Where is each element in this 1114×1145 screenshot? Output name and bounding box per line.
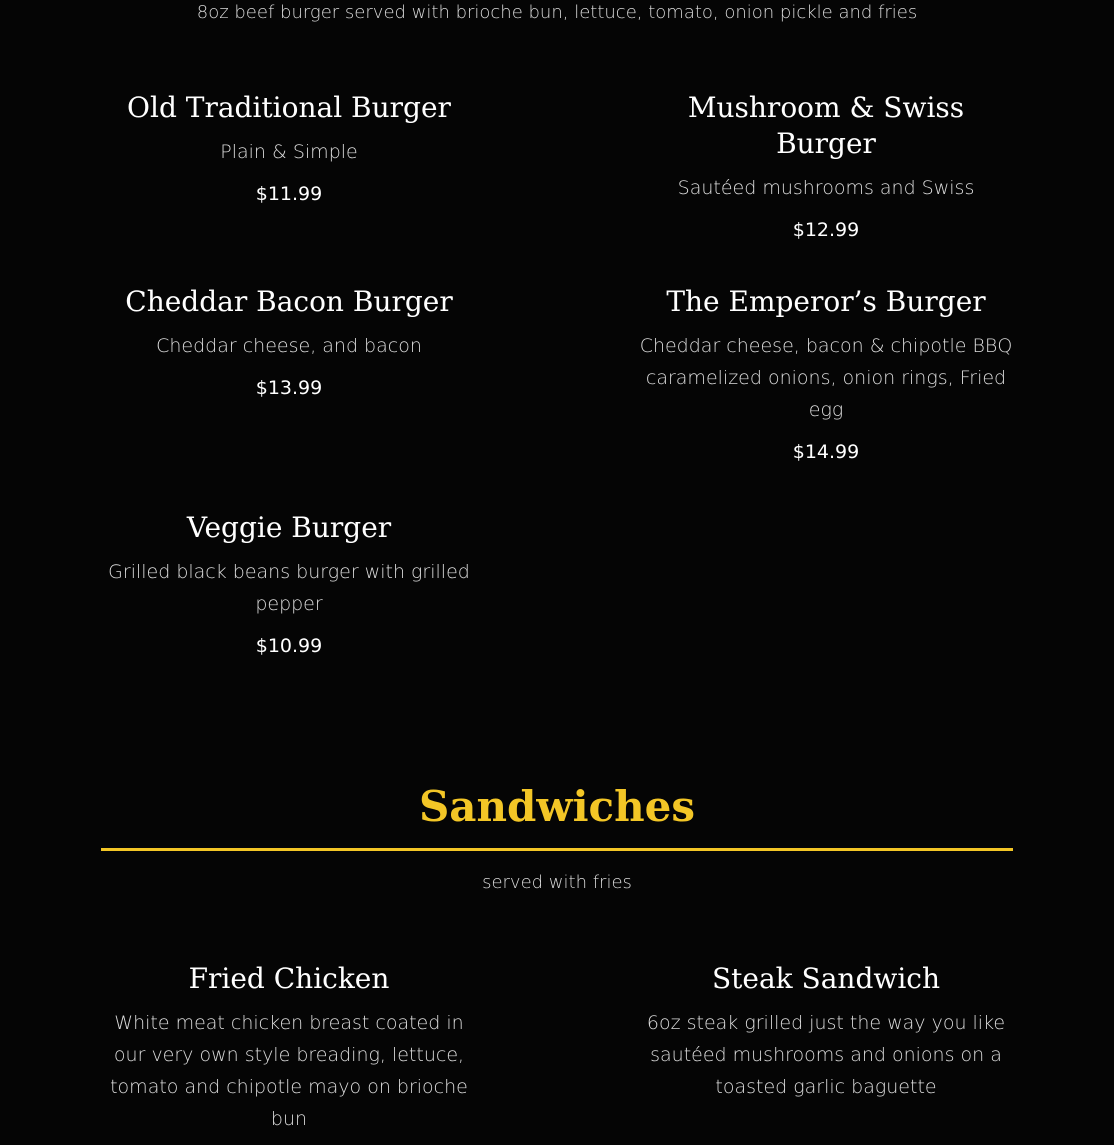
menu-item-emperors-burger xyxy=(636,284,1016,468)
menu-item-price: $13.99 xyxy=(255,377,323,399)
menu-item-description: White meat chicken breast coated in our very own style breading, lettuce, tomato and chipotle mayo on brioche bun xyxy=(110,1012,468,1130)
menu-item-veggie-burger xyxy=(99,510,479,662)
menu-item-steak-sandwich xyxy=(636,961,1016,1113)
menu-item-description: Cheddar cheese, and bacon xyxy=(156,335,422,357)
menu-item-name: Fried Chicken xyxy=(188,962,390,995)
menu-item-mushroom-swiss-burger xyxy=(636,90,1016,246)
menu-item-name: Old Traditional Burger xyxy=(127,91,451,124)
menu-item-price: $12.99 xyxy=(792,219,860,241)
menu-item-price: $14.99 xyxy=(792,441,860,463)
menu-item-name: Steak Sandwich xyxy=(711,962,941,995)
menu-item-fried-chicken xyxy=(99,961,479,1145)
menu-item-description: Grilled black beans burger with grilled pepper xyxy=(108,561,470,615)
section-divider xyxy=(101,848,1013,851)
menu-item-price: $11.99 xyxy=(255,183,323,205)
menu-item-description: Plain & Simple xyxy=(220,141,358,163)
menu-item-name: Veggie Burger xyxy=(186,511,392,544)
menu-item-description: Sautéed mushrooms and Swiss xyxy=(677,177,975,199)
menu-item-old-traditional-burger xyxy=(99,90,479,210)
menu-item-price: $10.99 xyxy=(255,635,323,657)
menu-item-description: Cheddar cheese, bacon & chipotle BBQ caramelized onions, onion rings, Fried egg xyxy=(639,335,1013,421)
menu-item-description: 6oz steak grilled just the way you like sautéed mushrooms and onions on a toasted garlic baguette xyxy=(646,1012,1006,1098)
menu-item-name: Cheddar Bacon Burger xyxy=(125,285,453,318)
menu-item-cheddar-bacon-burger xyxy=(99,284,479,404)
menu-item-name: The Emperor’s Burger xyxy=(666,285,986,318)
section-subtitle: served with fries xyxy=(482,872,632,893)
burgers-intro: 8oz beef burger served with brioche bun, lettuce, tomato, onion pickle and fries xyxy=(196,2,918,23)
menu-item-name: Mushroom & Swiss Burger xyxy=(687,91,965,160)
section-title: Sandwiches xyxy=(418,782,696,831)
